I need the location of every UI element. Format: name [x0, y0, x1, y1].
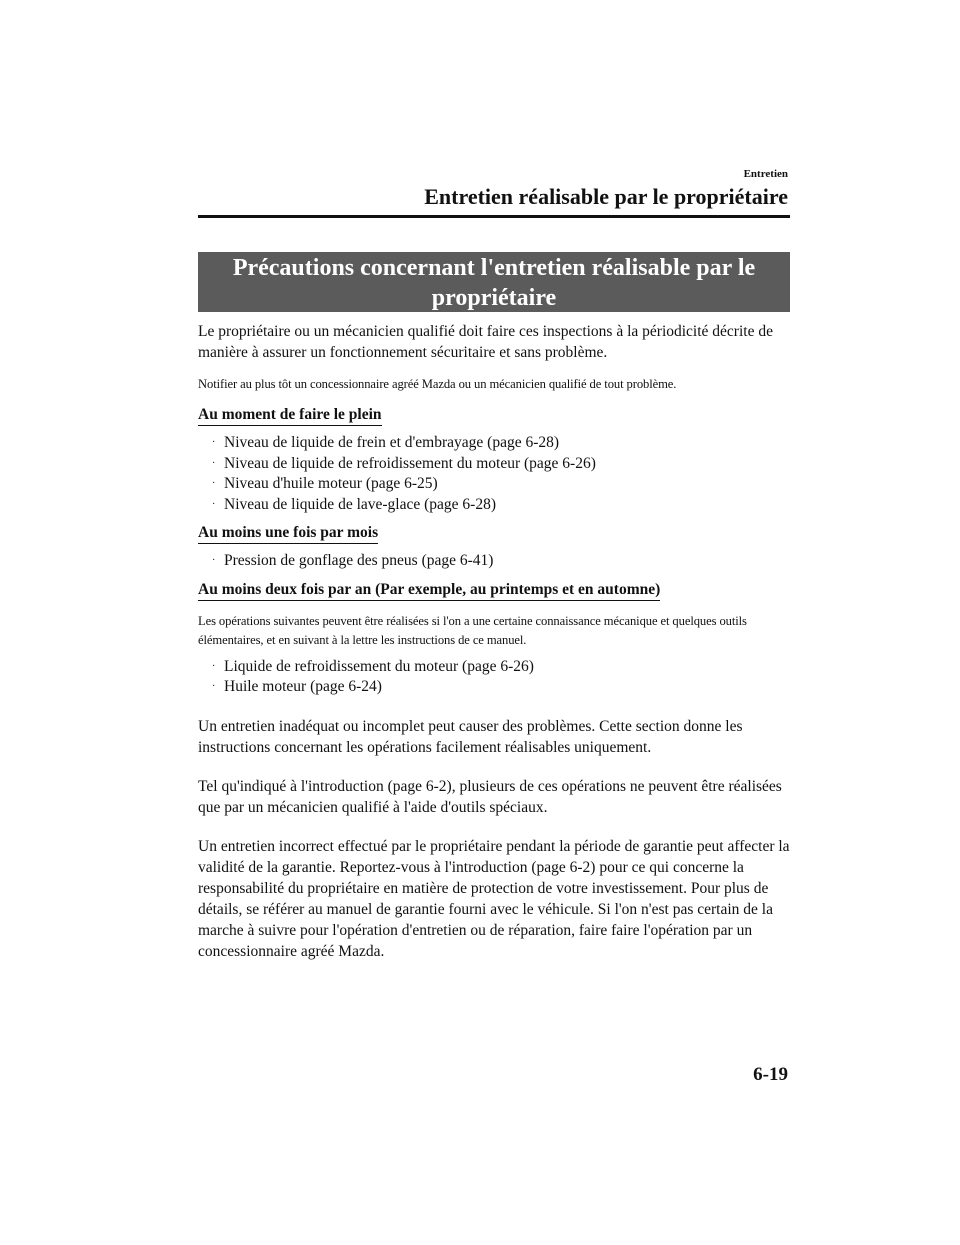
bullet-icon: · — [212, 437, 216, 448]
bullet-icon: · — [212, 498, 216, 510]
biannual-note: Les opérations suivantes peuvent être réalisées si l'on a une certaine connaissance mécanique et quelques outils élémentaires, et en suivant à la lettre les instructions de ce manuel. — [198, 613, 747, 647]
bullet-icon: · — [212, 681, 216, 692]
checklist-monthly — [198, 551, 798, 572]
list-item: · Niveau d'huile moteur (page 6-25) — [212, 474, 798, 495]
list-item: · Niveau de liquide de frein et d'embrayage (page 6-28) — [212, 433, 798, 454]
header-chapter: Entretien — [743, 168, 788, 180]
subheading-monthly: Au moins une fois par mois — [198, 524, 378, 544]
subheading-refuel: Au moment de faire le plein — [198, 406, 382, 426]
paragraph-scope: Un entretien inadéquat ou incomplet peut causer des problèmes. Cette section donne les instructions concernant les opérations facilement réalisables uniquement. — [198, 717, 743, 756]
bullet-icon: · — [212, 660, 216, 672]
list-item: · Pression de gonflage des pneus (page 6-41) — [212, 551, 798, 572]
main-content — [198, 321, 798, 962]
bullet-icon: · — [212, 478, 216, 489]
bullet-icon: · — [212, 457, 216, 469]
paragraph-warranty: Un entretien incorrect effectué par le propriétaire pendant la période de garantie peut affecter la validité de la garantie. Reportez-vous à l'introduction (page 6-2) pour ce qui concerne la responsabilité du propriétaire en matière de protection de votre investissement. Pour plus de détails, se référer au manuel de garantie fourni avec le véhicule. Si l'on n'est pas certain de la marche à suivre pour l'opération d'entretien ou de réparation, faire faire l'opération par un concessionnaire agréé Mazda. — [198, 837, 790, 960]
checklist-refuel — [198, 433, 798, 515]
subheading-biannual: Au moins deux fois par an (Par exemple, au printemps et en automne) — [198, 581, 660, 601]
intro-paragraph: Le propriétaire ou un mécanicien qualifié doit faire ces inspections à la périodicité décrite de manière à assurer un fonctionnement sécuritaire et sans problème. — [198, 323, 773, 361]
list-item: · Huile moteur (page 6-24) — [212, 677, 798, 698]
list-item: · Niveau de liquide de lave-glace (page 6-28) — [212, 495, 798, 516]
section-title-banner — [198, 252, 790, 312]
title-line-1: Précautions concernant l'entretien réalisable par le — [232, 255, 756, 281]
paragraph-special-tools: Tel qu'indiqué à l'introduction (page 6-2), plusieurs de ces opérations ne peuvent être réalisées que par un mécanicien qualifié à l'aide d'outils spéciaux. — [198, 777, 782, 816]
checklist-biannual — [198, 657, 798, 698]
list-item: · Liquide de refroidissement du moteur (page 6-26) — [212, 657, 798, 678]
notice-text: Notifier au plus tôt un concessionnaire agréé Mazda ou un mécanicien qualifié de tout problème. — [198, 377, 677, 391]
header-section-title: Entretien réalisable par le propriétaire — [424, 184, 788, 209]
page-number: 6-19 — [753, 1064, 788, 1085]
header-rule — [198, 215, 790, 218]
title-line-2: propriétaire — [431, 285, 557, 311]
bullet-icon: · — [212, 555, 216, 566]
list-item: · Niveau de liquide de refroidissement du moteur (page 6-26) — [212, 454, 798, 475]
